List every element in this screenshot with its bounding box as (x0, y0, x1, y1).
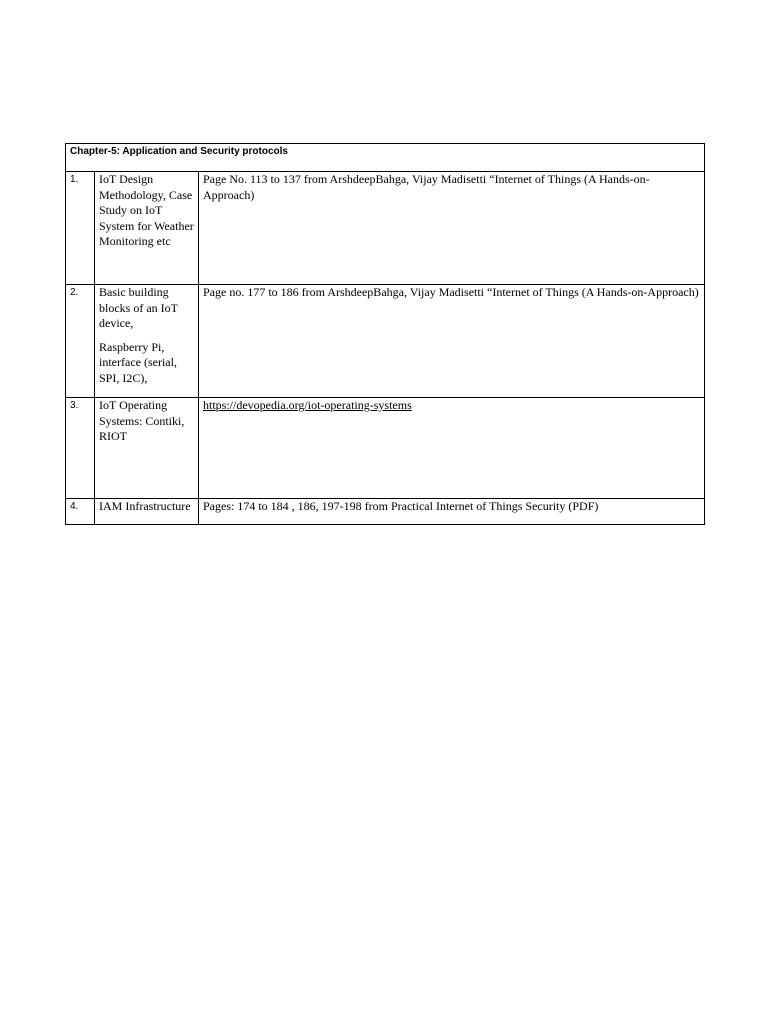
reference-text: Page no. 177 to 186 from ArshdeepBahga, Vijay Madisetti “Internet of Things (A Hands-on-Approach) (203, 285, 699, 299)
chapter-table (65, 143, 705, 525)
table-row (66, 398, 705, 499)
reference-cell (199, 398, 705, 499)
topic-text: IoT Design Methodology, Case Study on IoT System for Weather Monitoring etc (99, 172, 194, 248)
topic-cell (95, 398, 199, 499)
reference-link[interactable]: https://devopedia.org/iot-operating-systems (203, 398, 412, 412)
topic-text: Basic building blocks of an IoT device, (99, 285, 178, 330)
table-header-row (66, 144, 705, 172)
reference-cell (199, 499, 705, 525)
row-number: 2. (66, 285, 95, 398)
reference-text: Page No. 113 to 137 from ArshdeepBahga, Vijay Madisetti “Internet of Things (A Hands-on-Approach) (203, 172, 650, 202)
topic-cell (95, 172, 199, 285)
table-row (66, 499, 705, 525)
table-row (66, 285, 705, 398)
reference-text: Pages: 174 to 184 , 186, 197-198 from Practical Internet of Things Security (PDF) (203, 499, 599, 513)
reference-cell (199, 285, 705, 398)
reference-paragraph (203, 398, 700, 414)
topic-text: IAM Infrastructure (99, 499, 191, 513)
row-number: 4. (66, 499, 95, 525)
topic-text: Raspberry Pi, interface (serial, SPI, I2C), (99, 339, 177, 385)
row-number: 1. (66, 172, 95, 285)
topic-text: IoT Operating Systems: Contiki, RIOT (99, 398, 185, 443)
table-row (66, 172, 705, 285)
row-number: 3. (66, 398, 95, 499)
topic-cell (95, 499, 199, 525)
chapter-title: Chapter-5: Application and Security protocols (66, 144, 705, 172)
reference-cell (199, 172, 705, 285)
topic-cell (95, 285, 199, 398)
